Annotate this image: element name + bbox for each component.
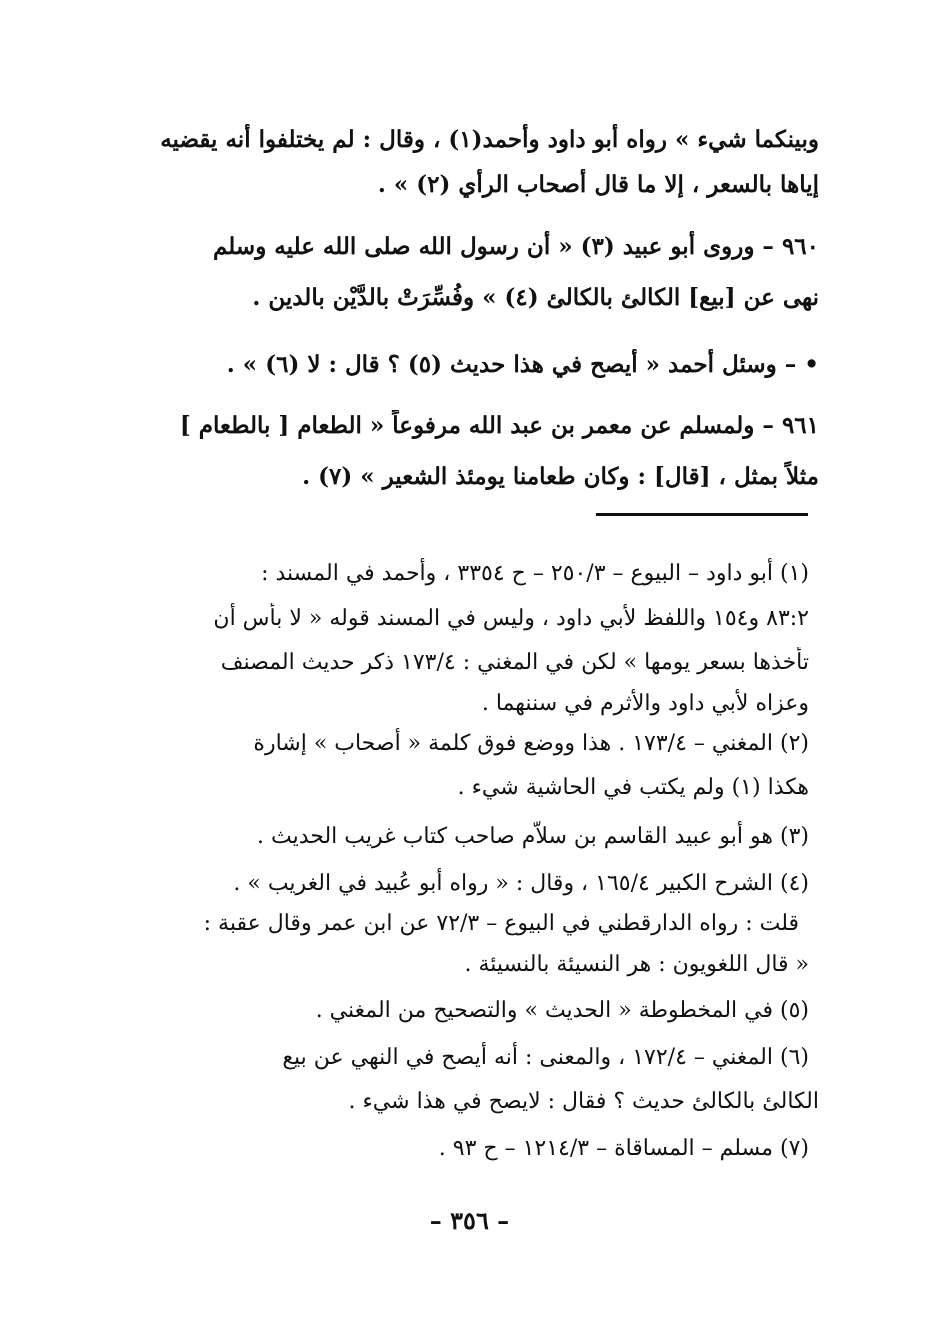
footnote-line: (٢) المغني – ١٧٣/٤ . هذا ووضع فوق كلمة « أصحاب » إشارة xyxy=(253,731,809,756)
footnote-line: « قال اللغويون : هر النسيئة بالنسيئة . xyxy=(464,952,809,977)
footnote-line: (٦) المغني – ١٧٢/٤ ، والمعنى : أنه أيصح في النهي عن بيع xyxy=(282,1045,809,1070)
main-text-line: وبينكما شيء » رواه أبو داود وأحمد(١) ، وقال : لم يختلفوا أنه يقضيه xyxy=(160,126,819,153)
main-text-line: نهى عن [بيع] الكالئ بالكالئ (٤) » وفُسِّرَتْ بالدَّيْن بالدين . xyxy=(252,284,819,311)
footnote-line: (٧) مسلم – المساقاة – ١٢١٤/٣ – ح ٩٣ . xyxy=(438,1136,809,1161)
footnote-line: (٤) الشرح الكبير ١٦٥/٤ ، وقال : « رواه أبو عُبيد في الغريب » . xyxy=(233,871,809,896)
page-number: – ٣٥٦ – xyxy=(429,1206,510,1235)
footnote-line: ٨٣:٢ و١٥٤ واللفظ لأبي داود ، وليس في المسند قوله « لا بأس أن xyxy=(213,606,809,631)
footnote-line: (٣) هو أبو عبيد القاسم بن سلاّم صاحب كتاب غريب الحديث . xyxy=(257,824,809,849)
footnote-line: وعزاه لأبي داود والأثرم في سننهما . xyxy=(481,691,809,716)
main-text-line: مثلاً بمثل ، [قال] : وكان طعامنا يومئذ الشعير » (٧) . xyxy=(302,463,819,490)
main-text-line: ٩٦١ – ولمسلم عن معمر بن عبد الله مرفوعاً « الطعام [ بالطعام ] xyxy=(179,412,819,439)
main-text-line: إياها بالسعر ، إلا ما قال أصحاب الرأي (٢) » . xyxy=(377,171,819,198)
footnote-line: (١) أبو داود – البيوع – ٢٥٠/٣ – ح ٣٣٥٤ ، وأحمد في المسند : xyxy=(261,561,809,586)
footnote-line: الكالئ بالكالئ حديث ؟ فقال : لايصح في هذا شيء . xyxy=(348,1089,819,1114)
footnote-line: قلت : رواه الدارقطني في البيوع – ٧٢/٣ عن ابن عمر وقال عقبة : xyxy=(203,911,799,936)
footnote-separator xyxy=(596,513,808,516)
footnote-line: تأخذها بسعر يومها » لكن في المغني : ١٧٣/٤ ذكر حديث المصنف xyxy=(220,650,809,675)
main-text-line: • – وسئل أحمد « أيصح في هذا حديث (٥) ؟ قال : لا (٦) » . xyxy=(226,351,819,378)
main-text-line: ٩٦٠ – وروى أبو عبيد (٣) « أن رسول الله صلى الله عليه وسلم xyxy=(213,233,819,260)
footnote-line: هكذا (١) ولم يكتب في الحاشية شيء . xyxy=(457,775,809,800)
footnote-line: (٥) في المخطوطة « الحديث » والتصحيح من المغني . xyxy=(315,998,809,1023)
